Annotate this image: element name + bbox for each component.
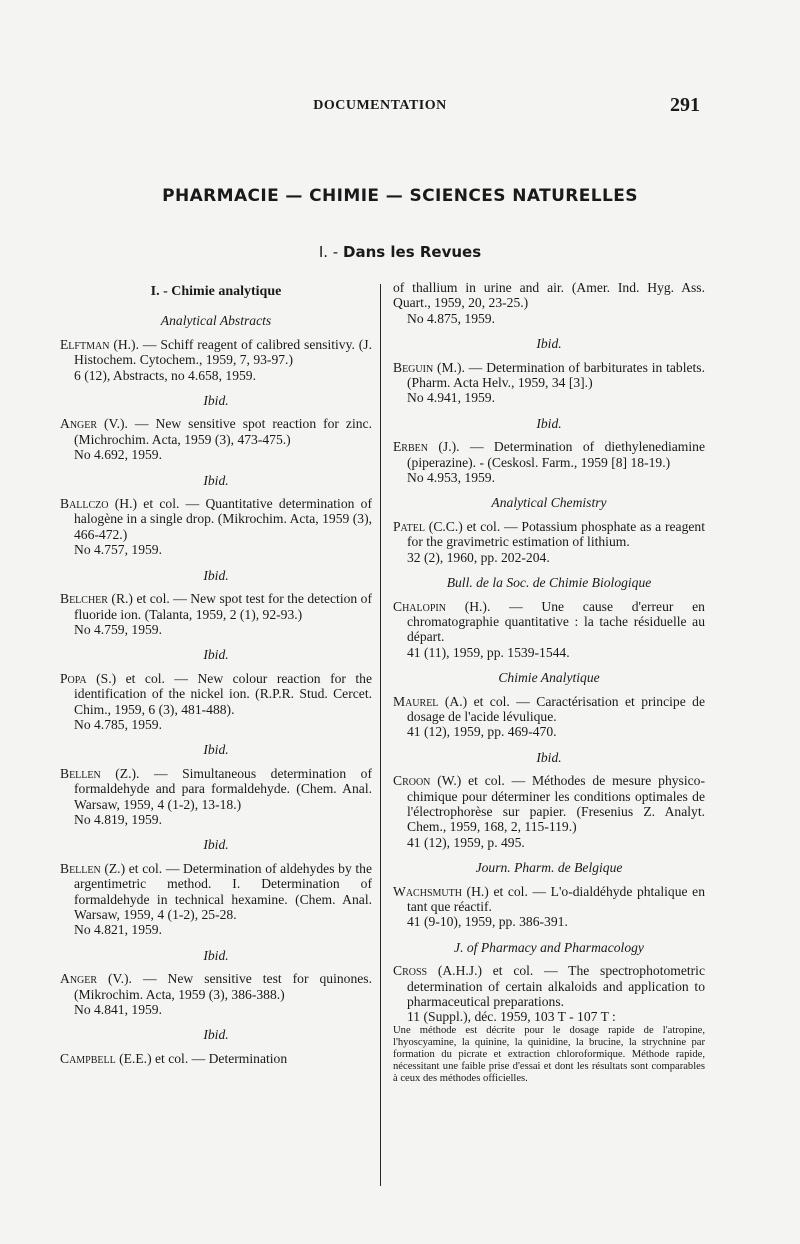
entry-text: et col. — The spectrophotometric determination of certain alkaloids and application to pharmaceutical preparations. <box>407 963 705 1010</box>
left-column <box>60 280 372 1074</box>
entry-author: Anger (V.). <box>60 971 132 987</box>
entry-text: et col. — Quantitative determination of halogène in a single drop. (Mikrochim. Acta, 1959 (3), 466-472.) <box>74 496 372 542</box>
entry-ref: 6 (12), Abstracts, no 4.658, 1959. <box>74 367 256 383</box>
entry <box>393 963 705 1085</box>
entry-text: — Determination of barbiturates in tablets. (Pharm. Acta Helv., 1959, 34 [3].) <box>407 359 705 391</box>
entry-ref: 41 (11), 1959, pp. 1539-1544. <box>407 644 570 660</box>
entry-text: et col. — Méthodes de mesure physico-chimique pour déterminer les conditions optimales de l'électrophorèse sur papier. (Fresenius Z. Analyt. Chem., 1959, 168, 2, 115-119.) <box>407 773 705 835</box>
entry-author: Patel (C.C.) <box>393 518 463 534</box>
entry-ref: 32 (2), 1960, pp. 202-204. <box>407 549 550 565</box>
entry-author: Erben (J.). <box>393 439 460 455</box>
subsection-number: I. - <box>318 243 339 261</box>
abstract-note: Une méthode est décrite pour le dosage rapide de l'atropine, l'hyoscyamine, la quinine, la quinidine, la brucine, la strychnine par formation du picrate et extraction chloroformique. Méthode rapide, nécessitant une faible prise d'essai et dont les résultats sont comparables à ceux des méthodes officielles. <box>393 1024 705 1084</box>
entry-author: Anger (V.). <box>60 416 128 432</box>
column-heading: I. - Chimie analytique <box>150 284 282 299</box>
entry-author: Maurel (A.) <box>393 693 468 709</box>
entry-ref: 41 (12), 1959, pp. 469-470. <box>407 724 557 740</box>
ibid: Ibid. <box>203 472 229 488</box>
entry <box>60 416 372 462</box>
entry-author: Popa (S.) <box>60 670 117 686</box>
entry-author: Ballczo (H.) <box>60 496 138 512</box>
entry-ref: No 4.875, 1959. <box>407 310 495 326</box>
journal-title: Analytical Chemistry <box>491 495 607 511</box>
ibid: Ibid. <box>203 742 229 758</box>
ibid: Ibid. <box>203 393 229 409</box>
entry <box>60 861 372 938</box>
ibid: Ibid. <box>203 1027 229 1043</box>
entry-text: et col. — New colour reaction for the identification of the nickel ion. (R.P.R. Stud. Cercet. Chim., 1959, 6 (3), 481-488). <box>74 670 372 717</box>
entry-ref: No 4.785, 1959. <box>74 716 162 732</box>
entry <box>393 519 705 565</box>
entry-ref: 41 (12), 1959, p. 495. <box>407 834 525 850</box>
page-number: 291 <box>670 94 700 116</box>
ibid: Ibid. <box>203 567 229 583</box>
entry-author: Cross (A.H.J.) <box>393 963 483 979</box>
entry-text: — New sensitive test for quinones. (Mikrochim. Acta, 1959 (3), 386-388.) <box>74 971 372 1002</box>
subsection-title <box>60 243 740 261</box>
entry <box>60 1051 372 1066</box>
entry <box>60 766 372 828</box>
entry-author: Chalopin (H.). <box>393 598 491 614</box>
entry-author: Bellen (Z.). <box>60 765 140 781</box>
journal-title: Chimie Analytique <box>498 670 600 686</box>
ibid: Ibid. <box>536 336 562 352</box>
entry-text: et col. — Potassium phosphate as a reagent for the gravimetric estimation of lithium. <box>407 518 705 550</box>
entry-author: Bellen (Z.) <box>60 860 126 876</box>
ibid: Ibid. <box>203 647 229 663</box>
entry <box>393 599 705 661</box>
entry <box>393 439 705 485</box>
entry-ref: 11 (Suppl.), déc. 1959, 103 T - 107 T : <box>407 1009 616 1025</box>
entry <box>393 360 705 406</box>
entry <box>393 280 705 326</box>
entry <box>393 884 705 930</box>
entry-ref: No 4.819, 1959. <box>74 811 162 827</box>
right-column <box>393 280 705 1093</box>
journal-title: Bull. de la Soc. de Chimie Biologique <box>446 575 652 591</box>
entry-text: — Determination of diethylenediamine (piperazine). - (Ceskosl. Farm., 1959 [8] 18-19.) <box>407 439 705 470</box>
column-divider <box>380 284 381 1186</box>
entry-ref: No 4.757, 1959. <box>74 542 162 558</box>
entry-text: — Simultaneous determination of formaldehyde and para formaldehyde. (Chem. Anal. Warsaw, 1959, 4 (1-2), 13-18.) <box>74 765 372 812</box>
page-header <box>60 94 700 122</box>
subsection-label: Dans les Revues <box>343 243 482 261</box>
entry-author: Campbell (E.E.) <box>60 1050 152 1066</box>
entry-text: et col. — Determination <box>155 1050 288 1066</box>
entry-text: et col. — New spot test for the detection of fluoride ion. (Talanta, 1959, 2 (1), 92-93.) <box>74 591 372 622</box>
entry-ref: 41 (9-10), 1959, pp. 386-391. <box>407 914 568 930</box>
entry-ref: No 4.692, 1959. <box>74 447 162 463</box>
entry-text: et col. — Caractérisation et principe de dosage de l'acide lévulique. <box>407 693 705 724</box>
entry <box>60 591 372 637</box>
ibid: Ibid. <box>203 947 229 963</box>
entry-ref: No 4.841, 1959. <box>74 1002 162 1018</box>
entry-text: — Une cause d'erreur en chromatographie quantitative : la tache résiduelle au départ. <box>407 598 705 645</box>
entry-ref: No 4.953, 1959. <box>407 470 495 486</box>
entry-author: Elftman (H.). <box>60 336 139 352</box>
entry-continued-text: of thallium in urine and air. (Amer. Ind. Hyg. Ass. Quart., 1959, 20, 23-25.) <box>393 280 705 311</box>
journal-title: Analytical Abstracts <box>160 313 272 329</box>
section-title: PHARMACIE — CHIMIE — SCIENCES NATURELLES <box>162 186 638 206</box>
entry-ref: No 4.821, 1959. <box>74 922 162 938</box>
ibid: Ibid. <box>536 415 562 431</box>
entry <box>393 773 705 850</box>
entry-text: et col. — L'o-dialdéhyde phtalique en tant que réactif. <box>407 883 705 914</box>
entry-author: Croon (W.) <box>393 773 462 789</box>
entry <box>60 671 372 733</box>
running-title: DOCUMENTATION <box>313 98 447 113</box>
entry-text: et col. — Determination of aldehydes by the argentimetric method. I. Determination of formaldehyde in technical hexamine. (Chem. Anal. Warsaw, 1959, 4 (1-2), 25-28. <box>74 860 372 922</box>
entry <box>60 337 372 383</box>
entry <box>60 971 372 1017</box>
entry-author: Wachsmuth (H.) <box>393 883 489 899</box>
ibid: Ibid. <box>203 837 229 853</box>
entry <box>393 694 705 740</box>
journal-title: Journ. Pharm. de Belgique <box>475 860 623 876</box>
entry-text: — New sensitive spot reaction for zinc. (Michrochim. Acta, 1959 (3), 473-475.) <box>74 416 372 447</box>
entry-text: — Schiff reagent of calibred sensitivy. (J. Histochem. Cytochem., 1959, 7, 93-97.) <box>74 336 373 368</box>
entry <box>60 496 372 558</box>
entry-author: Beguin (M.). <box>393 359 465 375</box>
entry-ref: No 4.759, 1959. <box>74 621 162 637</box>
entry-ref: No 4.941, 1959. <box>407 390 495 406</box>
journal-title: J. of Pharmacy and Pharmacology <box>454 939 644 955</box>
entry-author: Belcher (R.) <box>60 591 133 607</box>
ibid: Ibid. <box>536 749 562 765</box>
